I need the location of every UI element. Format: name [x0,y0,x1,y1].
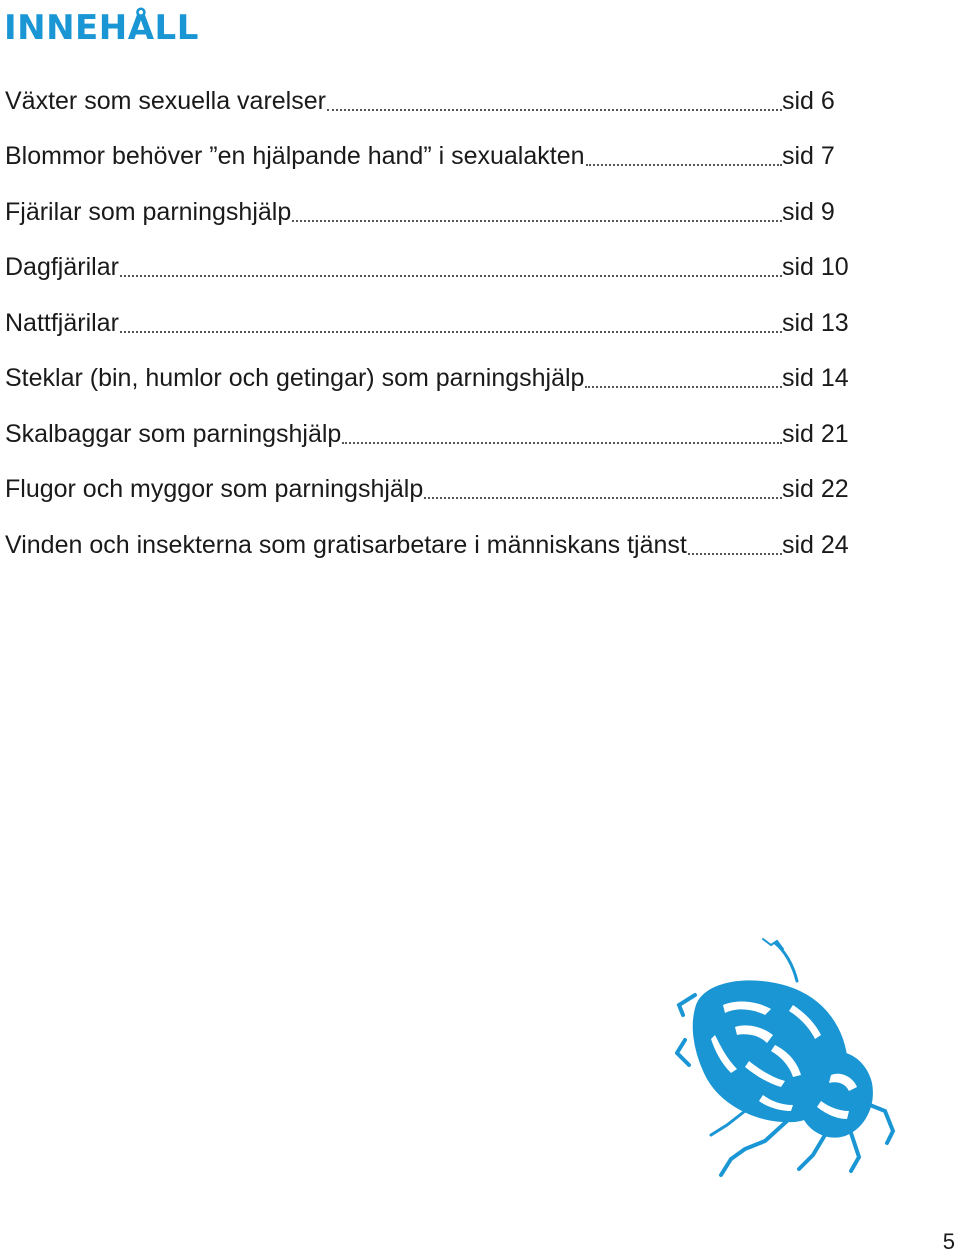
toc-entry[interactable] [5,60,850,116]
table-of-contents [5,60,850,560]
dot-leader [120,331,782,333]
toc-entry-title: Blommor behöver ”en hjälpande hand” i sexualakten [5,142,585,170]
toc-entry-page: sid 9 [782,197,835,226]
page-heading: INNEHÅLL [4,8,199,48]
toc-entry-title: Skalbaggar som parningshjälp [5,419,342,448]
toc-entry-page: sid 13 [782,308,849,337]
toc-entry[interactable] [5,116,850,172]
toc-entry[interactable] [5,171,850,227]
toc-entry-title: Fjärilar som parningshjälp [5,197,292,226]
toc-entry[interactable] [5,227,850,283]
dot-leader [292,220,782,222]
toc-entry-page: sid 6 [782,86,835,115]
toc-entry-page: sid 10 [782,253,849,281]
dot-leader [424,497,782,499]
toc-entry[interactable] [5,393,850,449]
toc-entry-title: Växter som sexuella varelser [5,86,326,115]
toc-entry-page: sid 7 [782,142,835,170]
toc-entry-title: Flugor och myggor som parningshjälp [5,475,424,503]
toc-entry-title: Vinden och insekterna som gratisarbetare i människans tjänst [5,530,687,559]
dot-leader [688,553,782,555]
dot-leader [586,164,782,166]
page-number: 5 [942,1229,955,1254]
dot-leader [342,442,782,444]
toc-entry-title: Dagfjärilar [5,253,119,281]
toc-entry-page: sid 14 [782,364,849,392]
toc-entry[interactable] [5,282,850,338]
dot-leader [120,275,782,277]
beetle-icon [675,935,900,1180]
toc-entry-page: sid 24 [782,530,849,559]
dot-leader [327,109,782,111]
dot-leader [585,386,782,388]
toc-entry-title: Steklar (bin, humlor och getingar) som parningshjälp [5,364,585,392]
toc-entry-page: sid 21 [782,419,849,448]
toc-entry-page: sid 22 [782,475,849,503]
toc-entry[interactable] [5,504,850,560]
toc-entry[interactable] [5,449,850,505]
toc-entry[interactable] [5,338,850,394]
toc-entry-title: Nattfjärilar [5,308,119,337]
